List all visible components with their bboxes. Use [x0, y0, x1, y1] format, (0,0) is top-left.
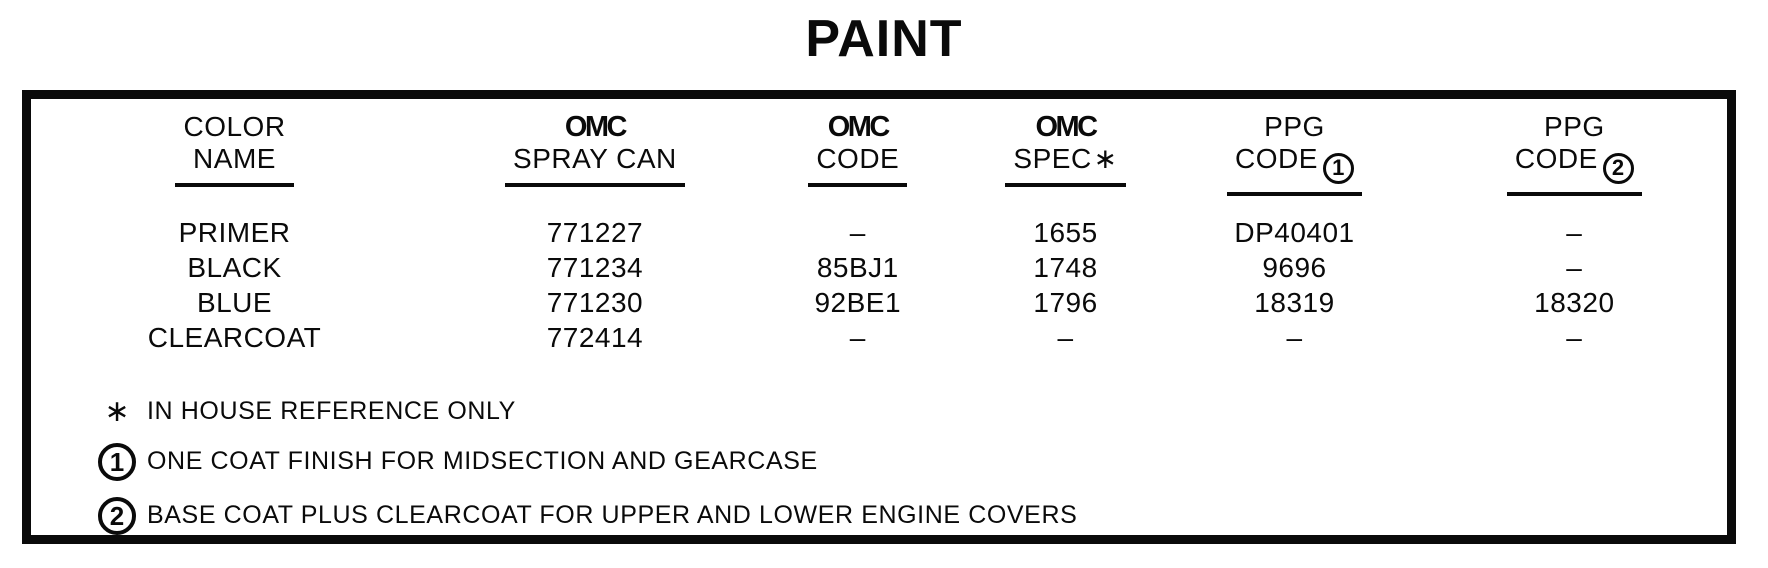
cell-ppg-code-1: 9696: [1262, 252, 1327, 283]
cell-color-name: BLUE: [196, 287, 273, 318]
header-line2: NAME: [193, 143, 276, 174]
footnote-1: [95, 443, 1727, 481]
header-spec-label: SPEC: [1013, 143, 1092, 174]
cell-ppg-code-2: –: [1566, 217, 1583, 248]
table-header-row: [31, 111, 1727, 196]
header-code-label: CODE: [1235, 143, 1318, 174]
footnote-marker: [95, 396, 139, 427]
header-underline: [505, 111, 685, 187]
cell-ppg-code-2: –: [1566, 322, 1583, 353]
cell-omc-spec: –: [1057, 322, 1074, 353]
circled-2-icon: 2: [98, 497, 136, 535]
footnote-text: BASE COAT PLUS CLEARCOAT FOR UPPER AND LOWER ENGINE COVERS: [147, 501, 1078, 529]
footnote-2: [95, 497, 1727, 535]
header-line2: [1013, 143, 1117, 175]
header-line1: PPG: [1264, 111, 1325, 142]
header-underline: [175, 111, 293, 187]
cell-omc-spec: 1796: [1033, 287, 1098, 318]
cell-ppg-code-2: –: [1566, 252, 1583, 283]
column-header-omc-spec: [964, 111, 1168, 196]
footnote-asterisk: [95, 396, 1727, 427]
circled-1-icon: 1: [98, 443, 136, 481]
footnote-text: ONE COAT FINISH FOR MIDSECTION AND GEARCASE: [147, 447, 818, 475]
header-underline: [808, 111, 907, 187]
cell-color-name: PRIMER: [178, 217, 291, 248]
cell-omc-code: –: [849, 322, 866, 353]
cell-spray-can: 771234: [546, 252, 644, 283]
footnote-marker: [95, 443, 139, 481]
header-line1: COLOR: [183, 111, 286, 142]
footnote-text: IN HOUSE REFERENCE ONLY: [147, 396, 516, 425]
cell-ppg-code-1: DP40401: [1234, 217, 1355, 248]
cell-omc-spec: 1748: [1033, 252, 1098, 283]
footnotes-section: [95, 396, 1727, 535]
header-underline: [1507, 111, 1642, 196]
cell-color-name: CLEARCOAT: [147, 322, 322, 353]
circled-1-icon: 1: [1323, 153, 1354, 184]
header-line2: SPRAY CAN: [513, 143, 677, 174]
column-header-ppg-code-1: [1167, 111, 1421, 196]
omc-logo: OMC: [1035, 111, 1096, 143]
header-line2: CODE: [816, 143, 900, 174]
table-row-blue: [31, 286, 1727, 321]
page-title: PAINT: [805, 10, 963, 68]
circled-2-icon: 2: [1603, 153, 1634, 184]
header-line2: [1515, 143, 1634, 184]
paint-table: [31, 111, 1727, 356]
column-header-omc-spray-can: [438, 111, 752, 196]
omc-logo: OMC: [827, 111, 888, 143]
cell-ppg-code-1: 18319: [1254, 287, 1335, 318]
cell-omc-spec: 1655: [1033, 217, 1098, 248]
header-line1: PPG: [1544, 111, 1605, 142]
column-header-color-name: [31, 111, 438, 196]
table-row-clearcoat: [31, 321, 1727, 356]
table-row-black: [31, 251, 1727, 286]
table-border-box: [22, 90, 1736, 544]
asterisk-icon: ∗: [1093, 143, 1118, 174]
cell-ppg-code-1: –: [1286, 322, 1303, 353]
cell-ppg-code-2: 18320: [1534, 287, 1615, 318]
cell-spray-can: 771230: [546, 287, 644, 318]
table-row-primer: [31, 196, 1727, 251]
cell-color-name: BLACK: [187, 252, 282, 283]
omc-logo: OMC: [564, 111, 625, 143]
footnote-marker: [95, 497, 139, 535]
cell-spray-can: 771227: [546, 217, 644, 248]
header-underline: [1005, 111, 1125, 187]
header-underline: [1227, 111, 1362, 196]
cell-omc-code: 92BE1: [814, 287, 902, 318]
cell-spray-can: 772414: [546, 322, 644, 353]
cell-omc-code: –: [849, 217, 866, 248]
header-line2: [1235, 143, 1354, 184]
column-header-ppg-code-2: [1422, 111, 1727, 196]
header-code-label: CODE: [1514, 143, 1598, 174]
column-header-omc-code: [752, 111, 964, 196]
asterisk-icon: ∗: [104, 394, 130, 428]
cell-omc-code: 85BJ1: [816, 252, 899, 283]
